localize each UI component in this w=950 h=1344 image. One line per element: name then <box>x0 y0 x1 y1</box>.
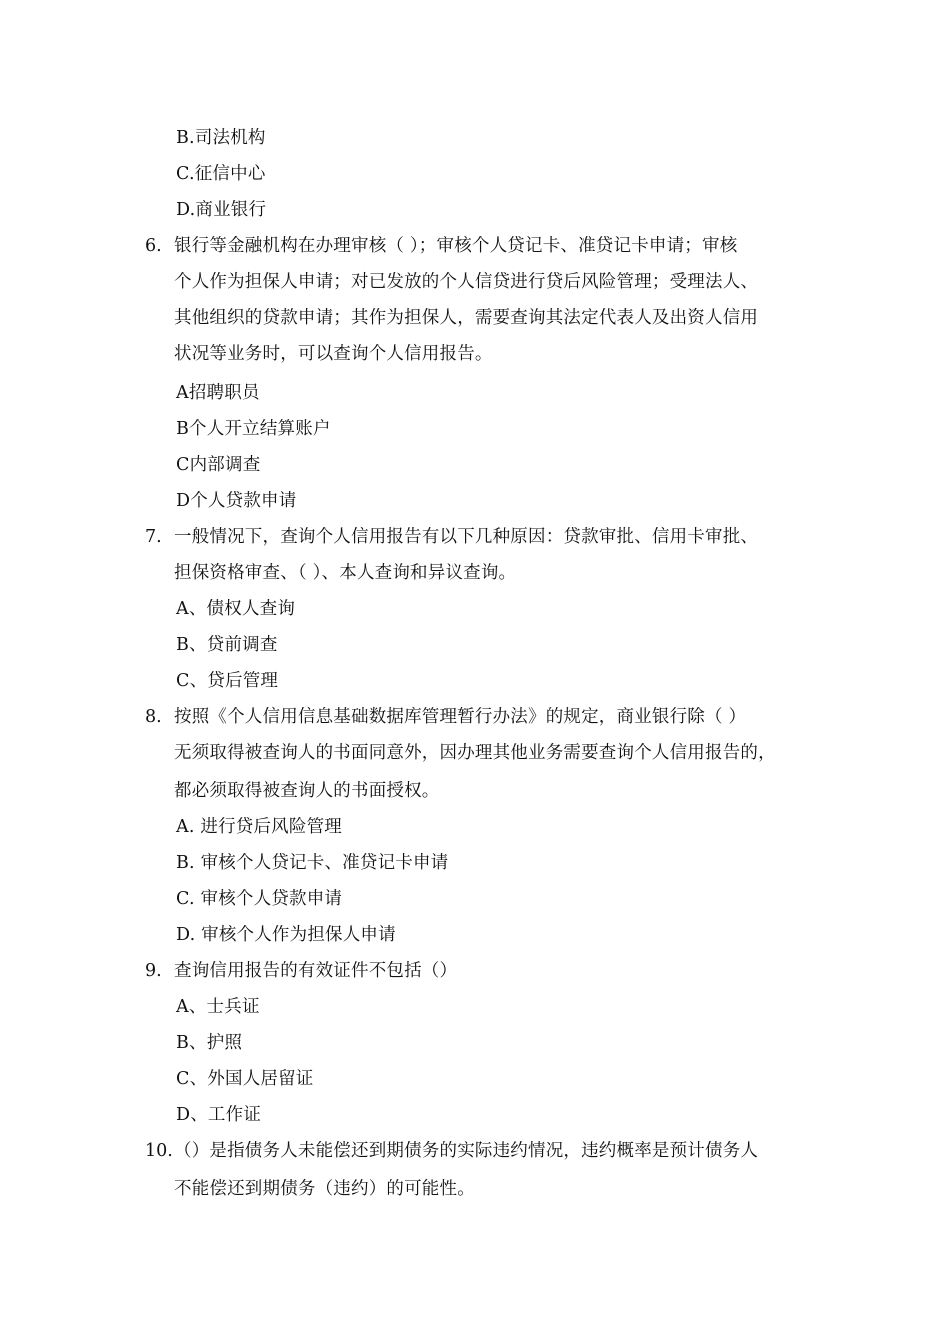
question-9-option-a: A、士兵证 <box>176 997 260 1017</box>
question-8-option-b: B. 审核个人贷记卡、准贷记卡申请 <box>176 853 449 873</box>
question-8-option-d: D. 审核个人作为担保人申请 <box>176 925 396 945</box>
question-8-line-3: 都必须取得被查询人的书面授权。 <box>174 781 440 801</box>
question-8-line-1: 按照《个人信用信息基础数据库管理暂行办法》的规定，商业银行除（ ） <box>174 707 747 727</box>
question-7-line-1: 一般情况下，查询个人信用报告有以下几种原因：贷款审批、信用卡审批、 <box>174 527 759 547</box>
question-8-number: 8. <box>145 707 162 727</box>
option-c: C.征信中心 <box>176 164 266 184</box>
question-6-line-3: 其他组织的贷款申请；其作为担保人，需要查询其法定代表人及出资人信用 <box>174 308 759 328</box>
question-6-line-1: 银行等金融机构在办理审核（ ）；审核个人贷记卡、准贷记卡申请；审核 <box>174 236 738 256</box>
question-8-line-2: 无须取得被查询人的书面同意外，因办理其他业务需要查询个人信用报告的， <box>174 743 776 763</box>
question-6-line-2: 个人作为担保人申请；对已发放的个人信贷进行贷后风险管理；受理法人、 <box>174 272 759 292</box>
question-7-number: 7. <box>145 527 162 547</box>
question-7-option-b: B、贷前调查 <box>176 635 278 655</box>
question-7-option-c: C、贷后管理 <box>176 671 279 691</box>
question-6-option-b: B个人开立结算账户 <box>176 419 331 439</box>
question-9-number: 9. <box>145 961 162 981</box>
question-7-option-a: A、债权人查询 <box>176 599 296 619</box>
question-7-line-2: 担保资格审查、（ ）、本人查询和异议查询。 <box>174 563 517 583</box>
option-b: B.司法机构 <box>176 128 266 148</box>
question-10-line-1: （）是指债务人未能偿还到期债务的实际违约情况，违约概率是预计债务人 <box>174 1141 759 1161</box>
question-8-option-a: A. 进行贷后风险管理 <box>176 817 342 837</box>
question-10-number: 10. <box>145 1141 173 1161</box>
option-d: D.商业银行 <box>176 200 267 220</box>
question-6-option-a: A招聘职员 <box>176 383 260 403</box>
question-6-number: 6. <box>145 236 162 256</box>
question-9-option-d: D、工作证 <box>176 1105 262 1125</box>
question-9-line-1: 查询信用报告的有效证件不包括（） <box>174 961 458 981</box>
question-9-option-c: C、外国人居留证 <box>176 1069 314 1089</box>
question-8-option-c: C. 审核个人贷款申请 <box>176 889 343 909</box>
question-6-option-c: C内部调查 <box>176 455 261 475</box>
question-6-option-d: D个人贷款申请 <box>176 491 297 511</box>
question-10-line-2: 不能偿还到期债务（违约）的可能性。 <box>174 1179 475 1199</box>
question-9-option-b: B、护照 <box>176 1033 243 1053</box>
question-6-line-4: 状况等业务时，可以查询个人信用报告。 <box>174 344 493 364</box>
